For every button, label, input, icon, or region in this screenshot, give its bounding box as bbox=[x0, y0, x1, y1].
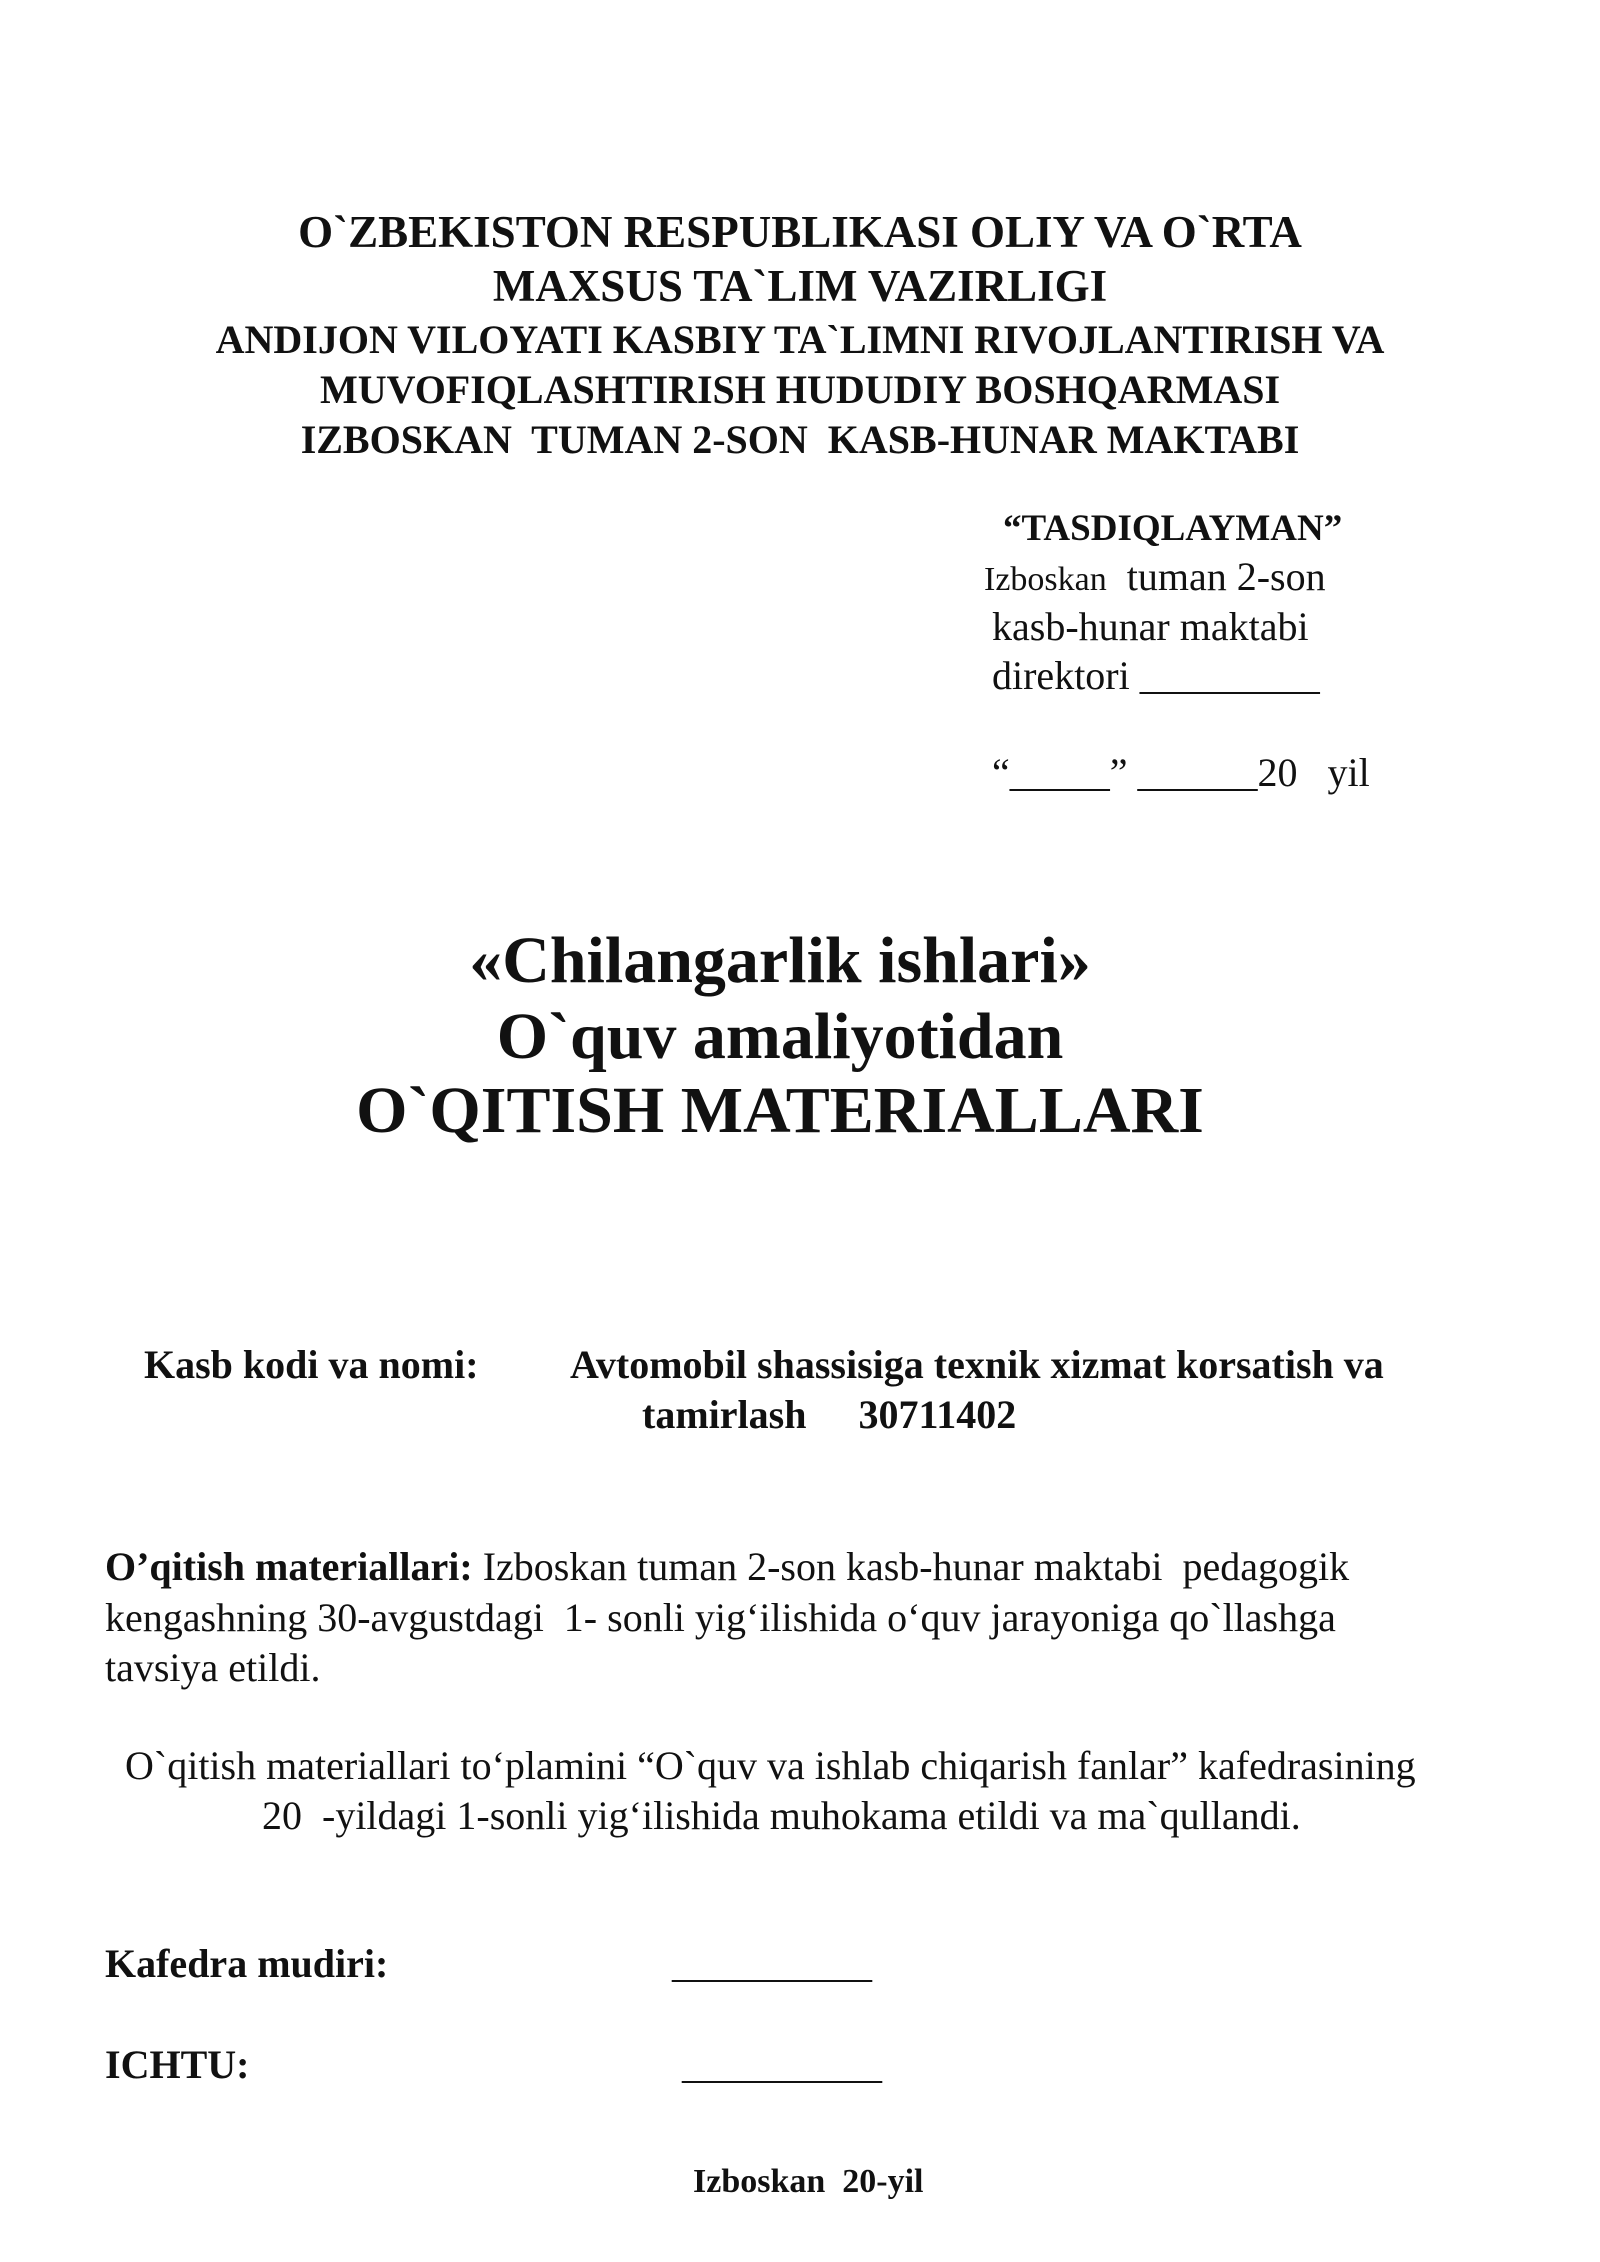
approval-director-line bbox=[992, 653, 1320, 698]
approval-org-line2: kasb-hunar maktabi bbox=[992, 604, 1309, 649]
materials-line1 bbox=[105, 1544, 1350, 1589]
document-type-title: O`QITISH MATERIALLARI bbox=[356, 1074, 1204, 1147]
discussion-line2: 20 -yildagi 1-sonli yig‘ilishida muhokama etildi va ma`qullandi. bbox=[262, 1793, 1301, 1838]
course-subtitle: O`quv amaliyotidan bbox=[496, 1000, 1064, 1073]
date-month-blank: ______ bbox=[1137, 750, 1258, 795]
materials-line3: tavsiya etildi. bbox=[105, 1645, 321, 1690]
date-suffix: yil bbox=[1297, 750, 1370, 795]
date-day-blank: _____ bbox=[1009, 750, 1110, 795]
school-name: IZBOSKAN TUMAN 2-SON KASB-HUNAR MAKTABI bbox=[300, 417, 1300, 462]
discussion-line1: O`qitish materiallari to‘plamini “O`quv va ishlab chiqarish fanlar” kafedrasining bbox=[125, 1743, 1416, 1788]
profession-label: Kasb kodi va nomi: bbox=[144, 1342, 479, 1387]
approval-org-rest: tuman 2-son bbox=[1106, 554, 1326, 599]
profession-code: 30711402 bbox=[858, 1392, 1017, 1437]
regional-board-line1: ANDIJON VILOYATI KASBIY TA`LIMNI RIVOJLANTIRISH VA bbox=[215, 317, 1385, 362]
materials-line2: kengashning 30-avgustdagi 1- sonli yig‘ilishida o‘quv jarayoniga qo`llashga bbox=[105, 1595, 1336, 1640]
approval-director-label: direktori bbox=[992, 653, 1140, 698]
date-year: 20 bbox=[1257, 750, 1298, 795]
ichtu-label: ICHTU: bbox=[105, 2042, 250, 2087]
profession-name-rest: tamirlash bbox=[642, 1392, 807, 1437]
date-open-quote: “ bbox=[992, 750, 1010, 795]
regional-board-line2: MUVOFIQLASHTIRISH HUDUDIY BOSHQARMASI bbox=[319, 367, 1281, 412]
approval-director-blank: _________ bbox=[1139, 653, 1320, 698]
approval-org-small: Izboskan bbox=[984, 561, 1107, 598]
approval-org-line bbox=[984, 554, 1326, 599]
head-of-department-signature-blank: __________ bbox=[672, 1941, 872, 1986]
ichtu-signature-blank: __________ bbox=[682, 2042, 882, 2087]
footer-place-year: Izboskan 20-yil bbox=[693, 2163, 924, 2200]
date-close-quote: ” bbox=[1109, 750, 1128, 795]
course-title: «Chilangarlik ishlari» bbox=[469, 924, 1091, 997]
approval-date-line bbox=[992, 750, 1370, 795]
head-of-department-label: Kafedra mudiri: bbox=[105, 1941, 389, 1986]
materials-label: O’qitish materiallari: bbox=[105, 1544, 473, 1589]
profession-name-line1: Avtomobil shassisiga texnik xizmat korsatish va bbox=[570, 1342, 1384, 1387]
approval-heading: “TASDIQLAYMAN” bbox=[1003, 508, 1343, 549]
ministry-title-line2: MAXSUS TA`LIM VAZIRLIGI bbox=[492, 261, 1108, 311]
materials-text1: Izboskan tuman 2-son kasb-hunar maktabi pedagogik bbox=[472, 1544, 1350, 1589]
ministry-title-line1: O`ZBEKISTON RESPUBLIKASI OLIY VA O`RTA bbox=[298, 207, 1302, 257]
profession-name-line2 bbox=[642, 1392, 1017, 1437]
